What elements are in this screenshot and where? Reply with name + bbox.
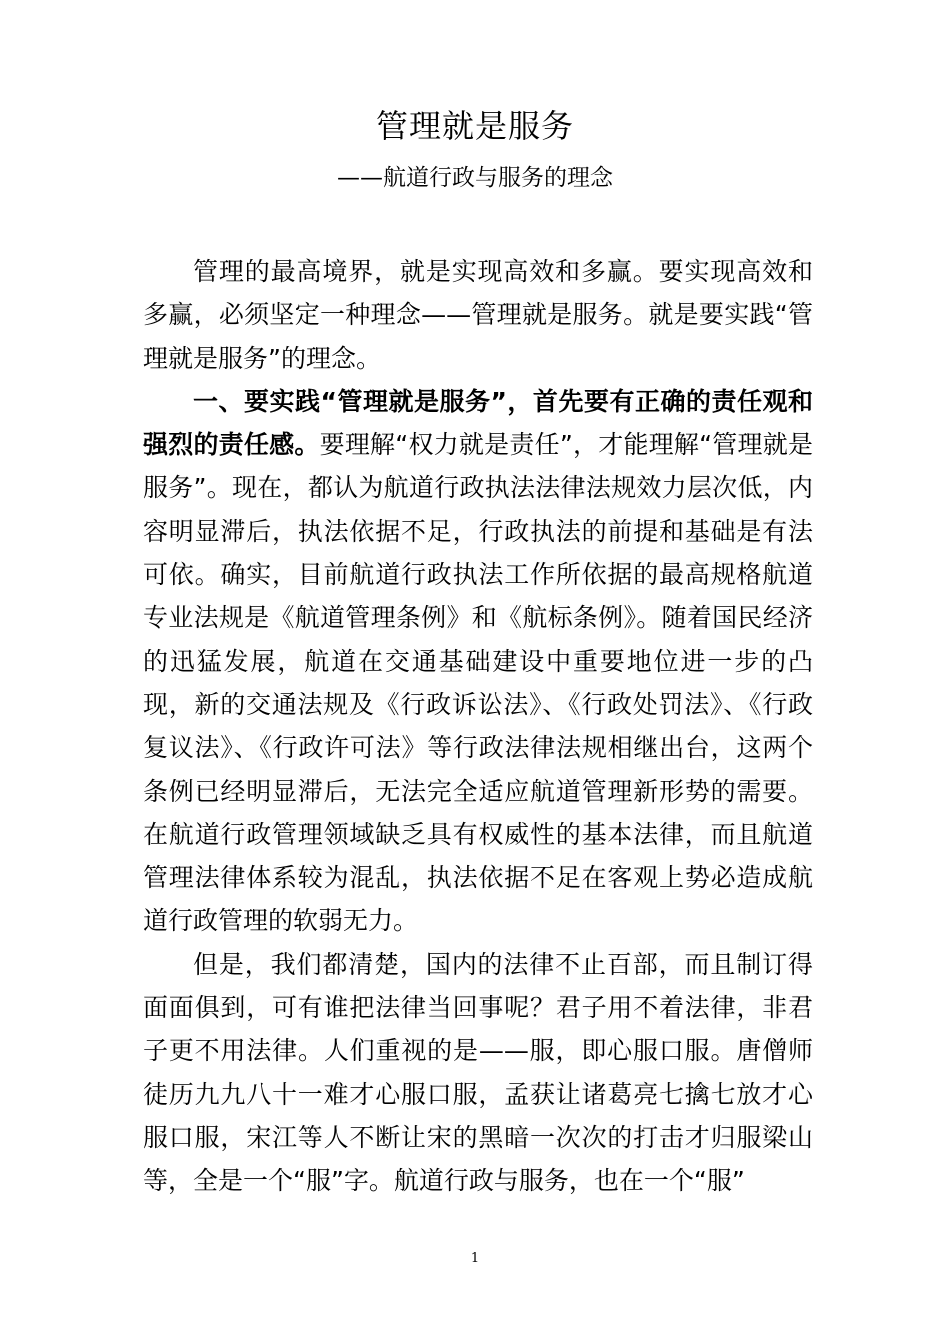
paragraph-law-discussion (143, 943, 813, 1203)
paragraph-law-discussion-text: 但是，我们都清楚，国内的法律不止百部，而且制订得面面俱到，可有谁把法律当回事呢？君子用不着法律，非君子更不用法律。人们重视的是——服，即心服口服。唐僧师徒历九九八十一难才心服口服，孟获让诸葛亮七擒七放才心服口服，宋江等人不断让宋的黑暗一次次的打击才归服梁山等，全是一个“服”字。航道行政与服务，也在一个“服” (143, 949, 813, 1196)
page-subtitle: ——航道行政与服务的理念 (337, 165, 613, 191)
page-title: 管理就是服务 (375, 107, 574, 145)
paragraph-intro-text: 管理的最高境界，就是实现高效和多赢。要实现高效和多赢，必须坚定一种理念——管理就是服务。就是要实践“管理就是服务”的理念。 (143, 257, 813, 373)
document-body (143, 250, 813, 1203)
paragraph-intro (143, 250, 813, 380)
section-one-heading: 一、要实践“管理就是服务”，首先要有正确的责任观和强烈的责任感。 (143, 386, 813, 460)
paragraph-section-one-text: 要理解“权力就是责任”，才能理解“管理就是服务”。现在，都认为航道行政执法法律法规效力层次低，内容明显滞后，执法依据不足，行政执法的前提和基础是有法可依。确实，目前航道行政执法工作所依据的最高规格航道专业法规是《航道管理条例》和《航标条例》。随着国民经济的迅猛发展，航道在交通基础建设中重要地位进一步的凸现，新的交通法规及《行政诉讼法》、《行政处罚法》、《行政复议法》、《行政许可法》等行政法律法规相继出台，这两个条例已经明显滞后，无法完全适应航道管理新形势的需要。在航道行政管理领域缺乏具有权威性的基本法律，而且航道管理法律体系较为混乱，执法依据不足在客观上势必造成航道行政管理的软弱无力。 (143, 430, 813, 936)
page-number: 1 (470, 1251, 480, 1266)
paragraph-section-one (143, 380, 813, 943)
